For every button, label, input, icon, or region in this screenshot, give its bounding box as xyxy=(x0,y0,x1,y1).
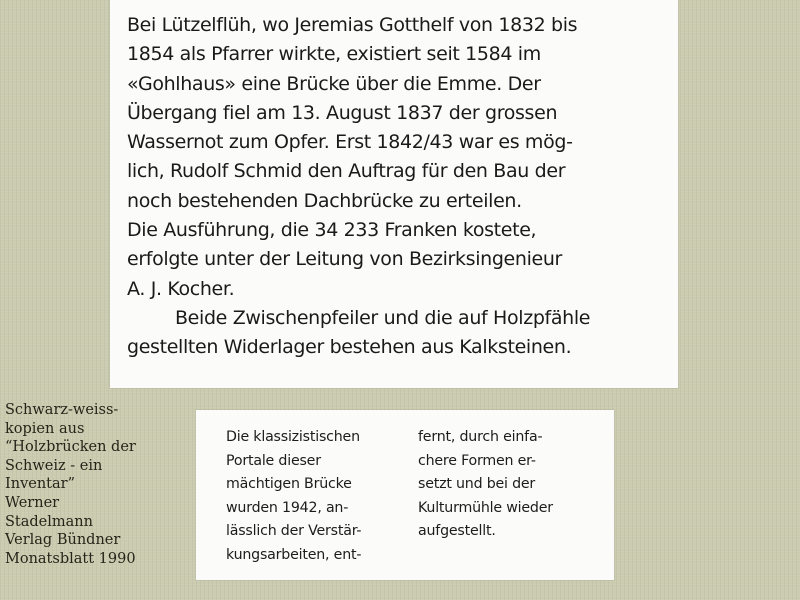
text-line: Beide Zwischenpfeiler und die auf Holzpfähle xyxy=(175,306,591,329)
text-line: Wassernot zum Opfer. Erst 1842/43 war es mög- xyxy=(127,131,573,154)
text-line: gestellten Widerlager bestehen aus Kalksteinen. xyxy=(127,336,572,359)
caption-line: Schweiz - ein xyxy=(5,457,103,474)
text-line: lässlich der Verstär- xyxy=(226,523,362,540)
text-line: erfolgte unter der Leitung von Bezirksingenieur xyxy=(127,248,562,271)
text-line: fernt, durch einfa- xyxy=(418,429,543,445)
text-line: noch bestehenden Dachbrücke zu erteilen. xyxy=(127,189,522,212)
caption-line: Inventar” xyxy=(5,476,75,493)
text-line: Portale dieser xyxy=(226,452,321,469)
source-caption xyxy=(5,401,155,568)
main-text-clipping xyxy=(110,0,678,388)
text-line: Die Ausführung, die 34 233 Franken kostete, xyxy=(127,219,537,242)
text-line: lich, Rudolf Schmid den Auftrag für den Bau der xyxy=(127,160,566,183)
text-line: A. J. Kocher. xyxy=(127,277,235,300)
text-line: chere Formen er- xyxy=(418,452,536,469)
text-line: 1854 als Pfarrer wirkte, existiert seit 1584 im xyxy=(127,43,541,66)
caption-line: Werner xyxy=(5,494,60,511)
caption-line: Stadelmann xyxy=(5,513,93,530)
caption-line: kopien aus xyxy=(5,420,85,437)
text-line: aufgestellt. xyxy=(418,523,496,540)
text-line: «Gohlhaus» eine Brücke über die Emme. Der xyxy=(127,72,541,95)
text-line: Kulturmühle wieder xyxy=(418,499,553,516)
text-line: Übergang fiel am 13. August 1837 der grossen xyxy=(127,101,558,124)
caption-line: Schwarz-weiss- xyxy=(5,402,119,418)
secondary-text-clipping xyxy=(196,410,614,580)
text-line: Die klassizistischen xyxy=(226,429,360,445)
caption-line: “Holzbrücken der xyxy=(5,439,136,456)
right-column xyxy=(418,426,553,544)
text-line: mächtigen Brücke xyxy=(226,476,352,493)
caption-line: Verlag Bündner xyxy=(5,532,121,549)
main-paragraph xyxy=(127,11,675,363)
left-column xyxy=(226,426,361,568)
text-line: Bei Lützelflüh, wo Jeremias Gotthelf von 1832 bis xyxy=(127,14,578,36)
text-line: wurden 1942, an- xyxy=(226,499,349,516)
caption-line: Monatsblatt 1990 xyxy=(5,550,136,567)
text-line: kungsarbeiten, ent- xyxy=(226,546,362,563)
text-line: setzt und bei der xyxy=(418,476,536,493)
